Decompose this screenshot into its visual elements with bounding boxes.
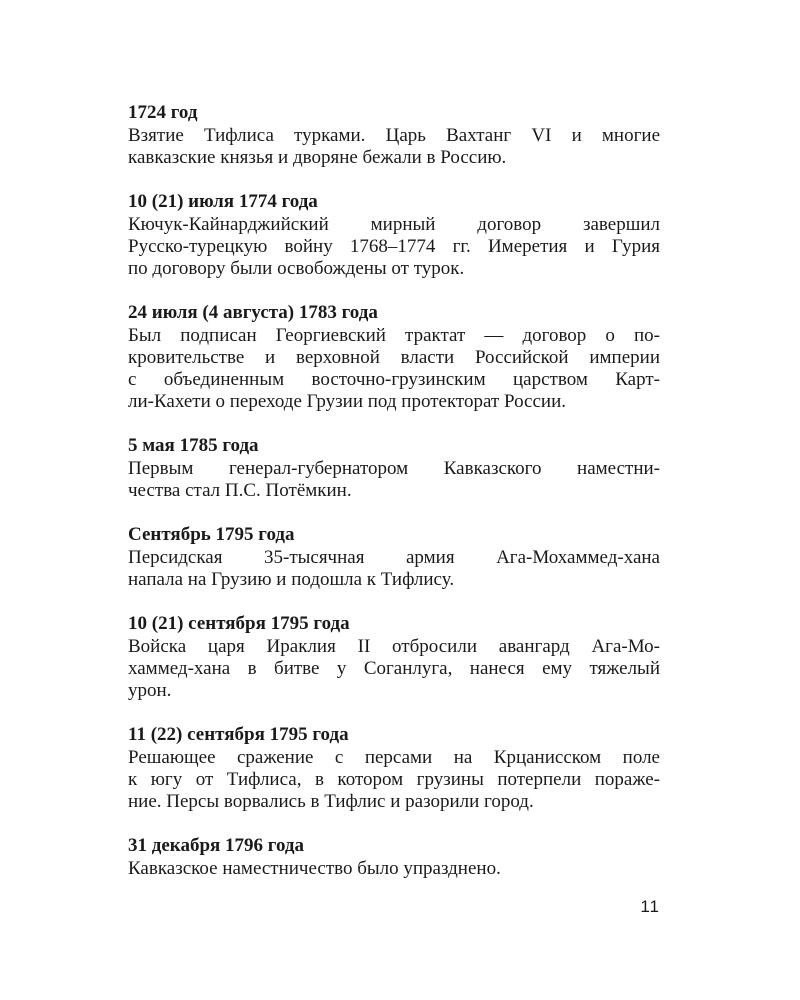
text-line: Войска царя Ираклия II отбросили авангард Ага-Мо- xyxy=(128,636,660,657)
text-line: напала на Грузию и подошла к Тифлису. xyxy=(128,569,455,590)
text-line: ние. Персы ворвались в Тифлис и разорили город. xyxy=(128,791,534,812)
entry-date: 11 (22) сентября 1795 года xyxy=(128,724,349,745)
entry-text xyxy=(128,636,660,702)
entry-date: 24 июля (4 августа) 1783 года xyxy=(128,302,378,323)
text-line: Взятие Тифлиса турками. Царь Вахтанг VI и многие xyxy=(128,125,660,146)
text-line: к югу от Тифлиса, в котором грузины потерпели пораже- xyxy=(128,769,660,790)
text-line: кровительстве и верховной власти Российской империи xyxy=(128,347,660,368)
text-line: с объединенным восточно-грузинским царством Карт- xyxy=(128,369,660,390)
text-line: Первым генерал-губернатором Кавказского наместни- xyxy=(128,458,660,479)
chronology-entry xyxy=(128,189,660,280)
page-number: 11 xyxy=(640,897,660,916)
chronology-entry xyxy=(128,611,660,702)
text-line: Кючук-Кайнарджийский мирный договор завершил xyxy=(128,214,660,235)
entry-date: 10 (21) сентября 1795 года xyxy=(128,613,350,634)
text-line: ли-Кахети о переходе Грузии под протекторат России. xyxy=(128,391,566,412)
text-line: Русско-турецкую войну 1768–1774 гг. Имеретия и Гурия xyxy=(128,236,660,257)
chronology-entry xyxy=(128,100,660,169)
text-line: Кавказское наместничество было упразднено. xyxy=(128,858,501,879)
entry-date: 5 мая 1785 года xyxy=(128,435,259,456)
entry-text xyxy=(128,858,660,880)
entry-text xyxy=(128,325,660,413)
entry-date: 1724 год xyxy=(128,102,198,123)
entry-text xyxy=(128,214,660,280)
text-line: Решающее сражение с персами на Крцанисском поле xyxy=(128,747,660,768)
entry-date: Сентябрь 1795 года xyxy=(128,524,295,545)
chronology-entry xyxy=(128,833,660,880)
entry-date: 10 (21) июля 1774 года xyxy=(128,191,318,212)
entry-text xyxy=(128,125,660,169)
chronology-entry xyxy=(128,300,660,413)
text-line: Был подписан Георгиевский трактат — договор о по- xyxy=(128,325,660,346)
text-line: чества стал П.С. Потёмкин. xyxy=(128,480,352,501)
chronology-page xyxy=(128,100,660,900)
text-line: по договору были освобождены от турок. xyxy=(128,258,465,279)
text-line: Персидская 35-тысячная армия Ага-Мохаммед-хана xyxy=(128,547,660,568)
chronology-entry xyxy=(128,722,660,813)
entry-text xyxy=(128,747,660,813)
chronology-entry xyxy=(128,522,660,591)
chronology-entry xyxy=(128,433,660,502)
text-line: урон. xyxy=(128,680,172,701)
entry-date: 31 декабря 1796 года xyxy=(128,835,305,856)
entry-text xyxy=(128,547,660,591)
text-line: хаммед-хана в битве у Соганлуга, нанеся ему тяжелый xyxy=(128,658,660,679)
text-line: кавказские князья и дворяне бежали в Россию. xyxy=(128,147,507,168)
entry-text xyxy=(128,458,660,502)
